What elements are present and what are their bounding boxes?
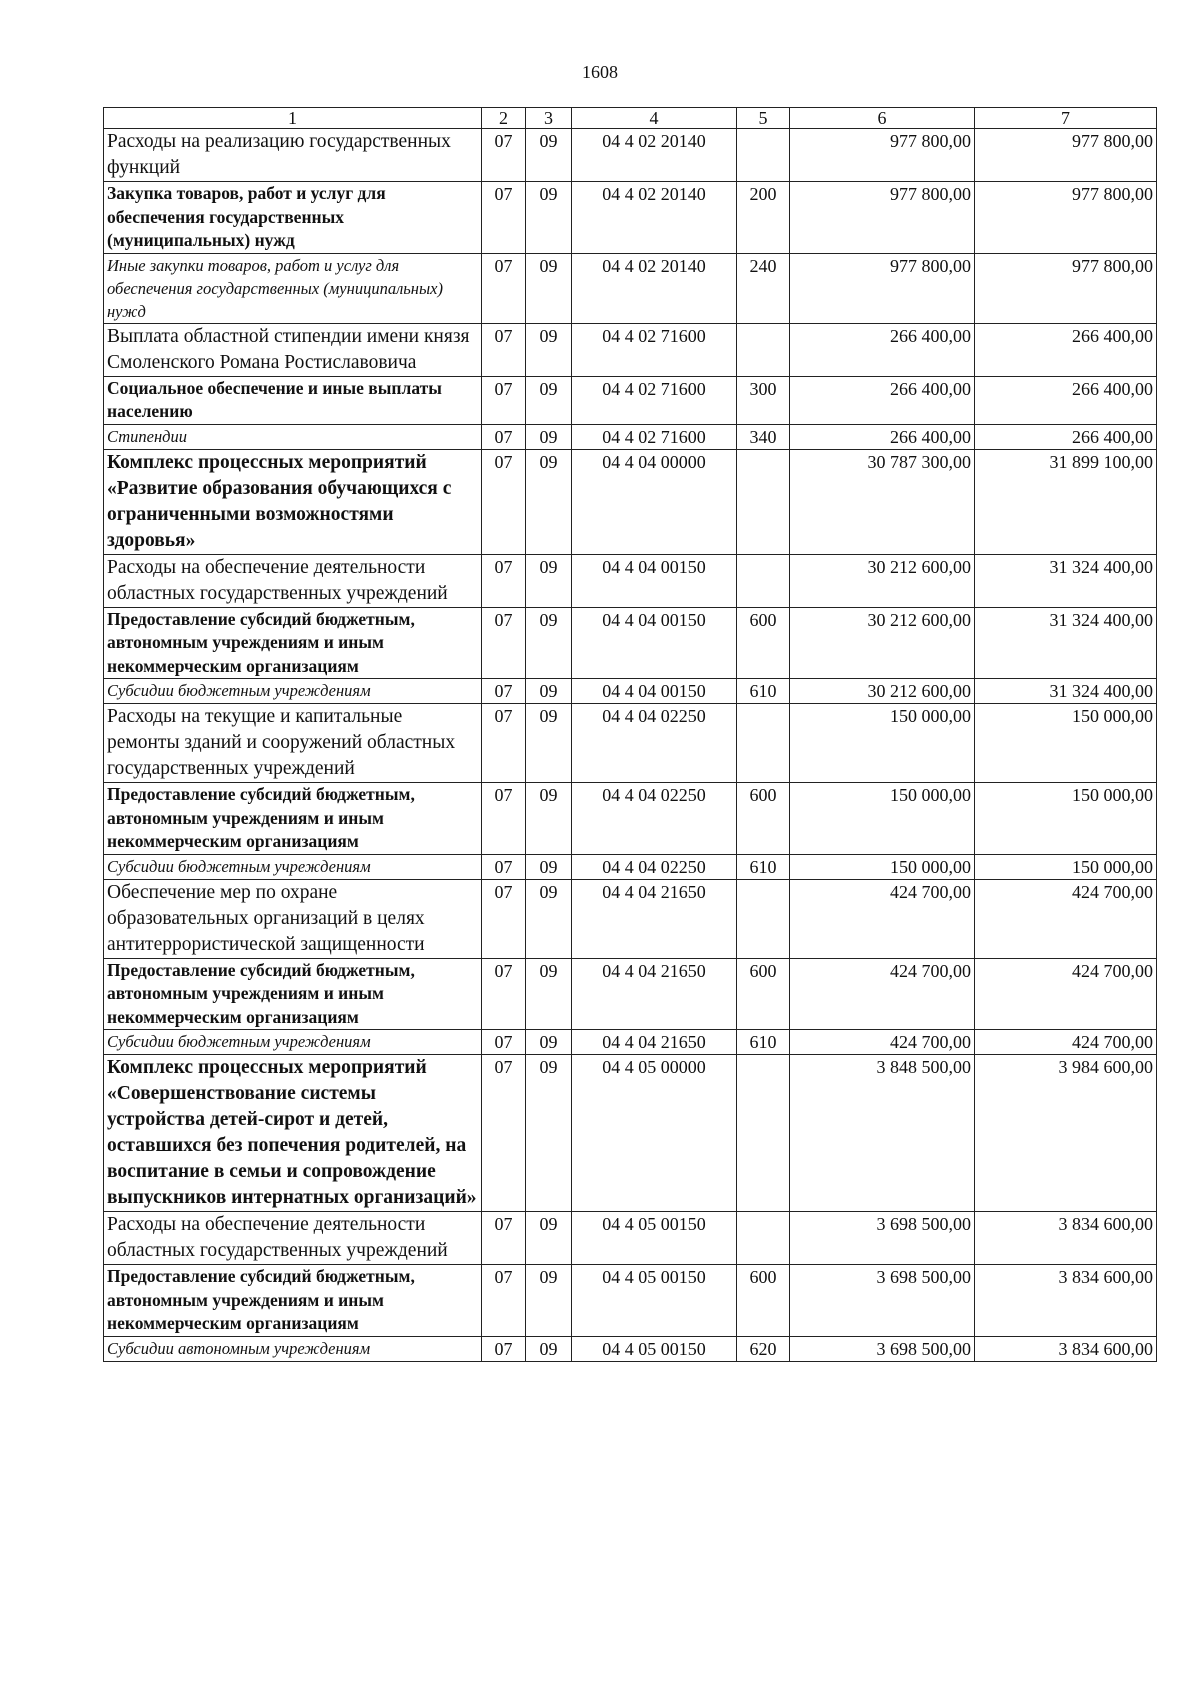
target-article-code: 04 4 04 21650 (572, 1030, 737, 1055)
column-header: 4 (572, 108, 737, 129)
section-code: 07 (482, 958, 526, 1030)
subsection-code: 09 (526, 1336, 572, 1361)
amount-year-2: 424 700,00 (975, 1030, 1157, 1055)
amount-year-2: 424 700,00 (975, 958, 1157, 1030)
section-code: 07 (482, 854, 526, 879)
expense-type-code: 600 (737, 958, 790, 1030)
table-row (104, 1055, 1157, 1212)
expense-type-code: 610 (737, 854, 790, 879)
amount-year-2: 977 800,00 (975, 129, 1157, 182)
expense-type-code: 340 (737, 424, 790, 449)
amount-year-2: 3 834 600,00 (975, 1265, 1157, 1337)
amount-year-1: 424 700,00 (790, 958, 975, 1030)
row-name: Предоставление субсидий бюджетным, автономным учреждениям и иным некоммерческим организациям (104, 783, 482, 855)
amount-year-1: 266 400,00 (790, 323, 975, 376)
subsection-code: 09 (526, 1030, 572, 1055)
section-code: 07 (482, 1055, 526, 1212)
amount-year-1: 3 698 500,00 (790, 1212, 975, 1265)
amount-year-1: 3 698 500,00 (790, 1265, 975, 1337)
section-code: 07 (482, 376, 526, 424)
amount-year-2: 150 000,00 (975, 704, 1157, 783)
expense-type-code (737, 879, 790, 958)
row-name: Субсидии бюджетным учреждениям (104, 1030, 482, 1055)
row-name: Расходы на реализацию государственных функций (104, 129, 482, 182)
amount-year-2: 31 324 400,00 (975, 554, 1157, 607)
amount-year-2: 150 000,00 (975, 783, 1157, 855)
subsection-code: 09 (526, 958, 572, 1030)
amount-year-2: 266 400,00 (975, 323, 1157, 376)
amount-year-1: 30 787 300,00 (790, 449, 975, 554)
subsection-code: 09 (526, 1265, 572, 1337)
amount-year-2: 3 834 600,00 (975, 1212, 1157, 1265)
subsection-code: 09 (526, 129, 572, 182)
amount-year-1: 30 212 600,00 (790, 554, 975, 607)
target-article-code: 04 4 04 02250 (572, 854, 737, 879)
amount-year-1: 424 700,00 (790, 879, 975, 958)
section-code: 07 (482, 704, 526, 783)
row-name: Расходы на обеспечение деятельности областных государственных учреждений (104, 554, 482, 607)
expense-type-code: 600 (737, 607, 790, 679)
column-header: 7 (975, 108, 1157, 129)
subsection-code: 09 (526, 424, 572, 449)
column-header: 2 (482, 108, 526, 129)
target-article-code: 04 4 04 21650 (572, 958, 737, 1030)
amount-year-1: 150 000,00 (790, 704, 975, 783)
expense-type-code (737, 554, 790, 607)
target-article-code: 04 4 05 00150 (572, 1212, 737, 1265)
expense-type-code: 600 (737, 1265, 790, 1337)
row-name: Предоставление субсидий бюджетным, автономным учреждениям и иным некоммерческим организациям (104, 958, 482, 1030)
subsection-code: 09 (526, 783, 572, 855)
subsection-code: 09 (526, 704, 572, 783)
column-header: 6 (790, 108, 975, 129)
table-row (104, 958, 1157, 1030)
amount-year-1: 3 848 500,00 (790, 1055, 975, 1212)
expense-type-code (737, 129, 790, 182)
row-name: Комплекс процессных мероприятий «Развитие образования обучающихся с ограниченными возможностями здоровья» (104, 449, 482, 554)
amount-year-1: 30 212 600,00 (790, 679, 975, 704)
section-code: 07 (482, 879, 526, 958)
header-row (104, 108, 1157, 129)
amount-year-1: 150 000,00 (790, 783, 975, 855)
target-article-code: 04 4 02 71600 (572, 424, 737, 449)
row-name: Расходы на обеспечение деятельности областных государственных учреждений (104, 1212, 482, 1265)
target-article-code: 04 4 02 20140 (572, 129, 737, 182)
subsection-code: 09 (526, 449, 572, 554)
amount-year-1: 266 400,00 (790, 424, 975, 449)
subsection-code: 09 (526, 679, 572, 704)
target-article-code: 04 4 05 00150 (572, 1265, 737, 1337)
expense-type-code: 300 (737, 376, 790, 424)
amount-year-2: 150 000,00 (975, 854, 1157, 879)
column-header: 1 (104, 108, 482, 129)
section-code: 07 (482, 449, 526, 554)
section-code: 07 (482, 424, 526, 449)
section-code: 07 (482, 1212, 526, 1265)
target-article-code: 04 4 04 00000 (572, 449, 737, 554)
target-article-code: 04 4 05 00000 (572, 1055, 737, 1212)
table-body (104, 129, 1157, 1362)
target-article-code: 04 4 02 71600 (572, 376, 737, 424)
amount-year-1: 424 700,00 (790, 1030, 975, 1055)
row-name: Обеспечение мер по охране образовательных организаций в целях антитеррористической защищенности (104, 879, 482, 958)
target-article-code: 04 4 04 00150 (572, 607, 737, 679)
table-row (104, 1336, 1157, 1361)
expense-type-code: 600 (737, 783, 790, 855)
row-name: Субсидии бюджетным учреждениям (104, 679, 482, 704)
table-row (104, 1030, 1157, 1055)
row-name: Комплекс процессных мероприятий «Совершенствование системы устройства детей-сирот и детей, оставшихся без попечения родителей, на воспитание в семьи и сопровождение выпускников интернатных организаций» (104, 1055, 482, 1212)
subsection-code: 09 (526, 323, 572, 376)
row-name: Выплата областной стипендии имени князя Смоленского Романа Ростиславовича (104, 323, 482, 376)
amount-year-2: 3 984 600,00 (975, 1055, 1157, 1212)
subsection-code: 09 (526, 854, 572, 879)
amount-year-2: 424 700,00 (975, 879, 1157, 958)
amount-year-1: 3 698 500,00 (790, 1336, 975, 1361)
section-code: 07 (482, 783, 526, 855)
expense-type-code (737, 449, 790, 554)
section-code: 07 (482, 253, 526, 323)
table-row (104, 1265, 1157, 1337)
subsection-code: 09 (526, 607, 572, 679)
section-code: 07 (482, 554, 526, 607)
table-row (104, 554, 1157, 607)
section-code: 07 (482, 323, 526, 376)
amount-year-1: 30 212 600,00 (790, 607, 975, 679)
amount-year-2: 3 834 600,00 (975, 1336, 1157, 1361)
table-row (104, 854, 1157, 879)
section-code: 07 (482, 129, 526, 182)
amount-year-1: 977 800,00 (790, 182, 975, 254)
subsection-code: 09 (526, 879, 572, 958)
row-name: Иные закупки товаров, работ и услуг для обеспечения государственных (муниципальных) нужд (104, 253, 482, 323)
row-name: Субсидии автономным учреждениям (104, 1336, 482, 1361)
target-article-code: 04 4 02 20140 (572, 253, 737, 323)
section-code: 07 (482, 1030, 526, 1055)
subsection-code: 09 (526, 554, 572, 607)
subsection-code: 09 (526, 1055, 572, 1212)
row-name: Закупка товаров, работ и услуг для обеспечения государственных (муниципальных) нужд (104, 182, 482, 254)
section-code: 07 (482, 1265, 526, 1337)
expense-type-code (737, 1212, 790, 1265)
expense-type-code: 200 (737, 182, 790, 254)
target-article-code: 04 4 04 02250 (572, 783, 737, 855)
amount-year-2: 266 400,00 (975, 424, 1157, 449)
table-row (104, 679, 1157, 704)
column-header: 5 (737, 108, 790, 129)
table-row (104, 323, 1157, 376)
table-row (104, 1212, 1157, 1265)
expense-type-code (737, 323, 790, 376)
table-row (104, 376, 1157, 424)
subsection-code: 09 (526, 1212, 572, 1265)
row-name: Предоставление субсидий бюджетным, автономным учреждениям и иным некоммерческим организациям (104, 607, 482, 679)
subsection-code: 09 (526, 253, 572, 323)
target-article-code: 04 4 02 71600 (572, 323, 737, 376)
expense-type-code (737, 704, 790, 783)
target-article-code: 04 4 04 02250 (572, 704, 737, 783)
target-article-code: 04 4 04 00150 (572, 679, 737, 704)
amount-year-2: 977 800,00 (975, 182, 1157, 254)
table-row (104, 607, 1157, 679)
target-article-code: 04 4 04 21650 (572, 879, 737, 958)
expense-type-code: 610 (737, 679, 790, 704)
section-code: 07 (482, 1336, 526, 1361)
row-name: Субсидии бюджетным учреждениям (104, 854, 482, 879)
table-row (104, 879, 1157, 958)
table-row (104, 129, 1157, 182)
amount-year-2: 266 400,00 (975, 376, 1157, 424)
target-article-code: 04 4 02 20140 (572, 182, 737, 254)
amount-year-1: 266 400,00 (790, 376, 975, 424)
row-name: Расходы на текущие и капитальные ремонты зданий и сооружений областных государственных учреждений (104, 704, 482, 783)
section-code: 07 (482, 182, 526, 254)
table-row (104, 424, 1157, 449)
budget-table (103, 107, 1157, 1362)
column-header: 3 (526, 108, 572, 129)
table-row (104, 182, 1157, 254)
expense-type-code (737, 1055, 790, 1212)
row-name: Стипендии (104, 424, 482, 449)
table-row (104, 783, 1157, 855)
subsection-code: 09 (526, 182, 572, 254)
table-row (104, 253, 1157, 323)
amount-year-2: 31 899 100,00 (975, 449, 1157, 554)
amount-year-1: 977 800,00 (790, 253, 975, 323)
amount-year-1: 150 000,00 (790, 854, 975, 879)
target-article-code: 04 4 05 00150 (572, 1336, 737, 1361)
subsection-code: 09 (526, 376, 572, 424)
amount-year-2: 31 324 400,00 (975, 607, 1157, 679)
expense-type-code: 620 (737, 1336, 790, 1361)
row-name: Предоставление субсидий бюджетным, автономным учреждениям и иным некоммерческим организациям (104, 1265, 482, 1337)
expense-type-code: 240 (737, 253, 790, 323)
expense-type-code: 610 (737, 1030, 790, 1055)
amount-year-1: 977 800,00 (790, 129, 975, 182)
section-code: 07 (482, 607, 526, 679)
amount-year-2: 977 800,00 (975, 253, 1157, 323)
section-code: 07 (482, 679, 526, 704)
target-article-code: 04 4 04 00150 (572, 554, 737, 607)
amount-year-2: 31 324 400,00 (975, 679, 1157, 704)
table-row (104, 704, 1157, 783)
page-number: 1608 (582, 62, 618, 82)
table-row (104, 449, 1157, 554)
row-name: Социальное обеспечение и иные выплаты населению (104, 376, 482, 424)
